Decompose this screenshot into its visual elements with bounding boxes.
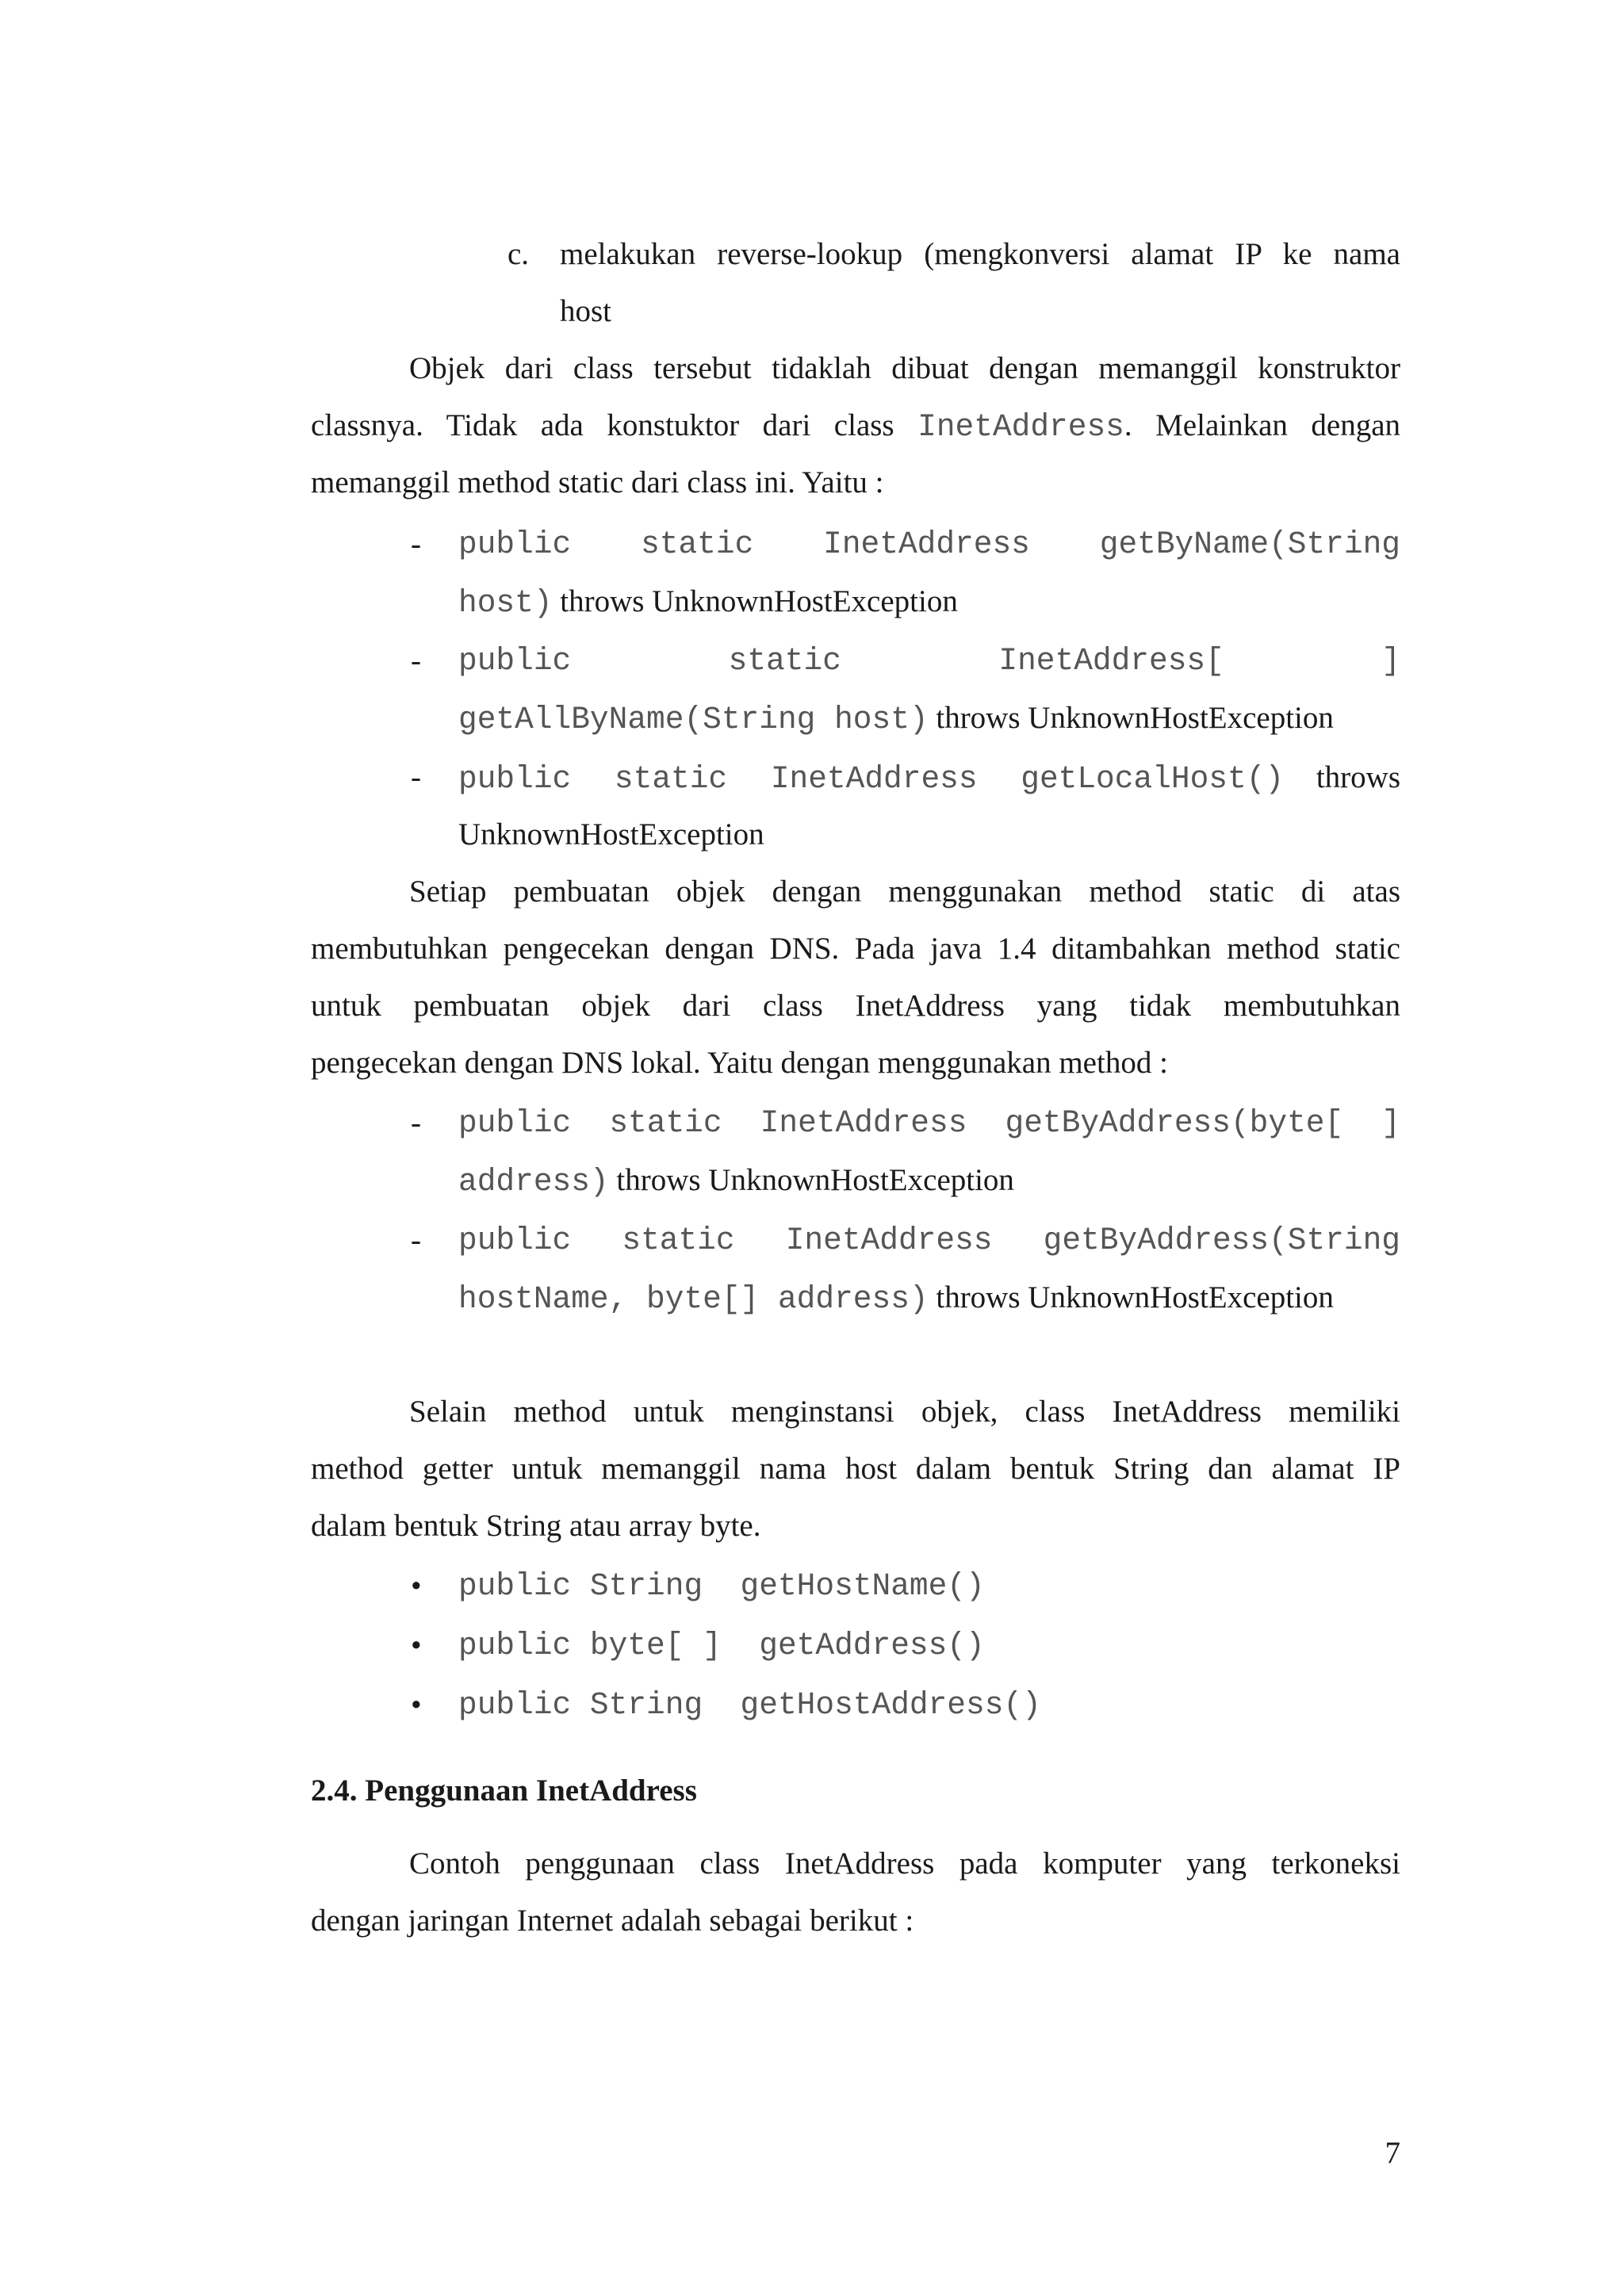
dash-marker: - bbox=[411, 1223, 421, 1257]
paragraph-1-line3: memanggil method static dari class ini. Yaitu : bbox=[311, 465, 884, 499]
method-getbyaddress-string-line1: public static InetAddress getByAddress(String bbox=[458, 1223, 1400, 1258]
paragraph-1-line1: Objek dari class tersebut tidaklah dibuat dengan memanggil konstruktor bbox=[409, 351, 1400, 385]
method-code: hostName, byte[] address) bbox=[458, 1281, 929, 1317]
paragraph-1-line2 bbox=[311, 404, 1400, 448]
paragraph-2-line2: membutuhkan pengecekan dengan DNS. Pada java 1.4 ditambahkan method static bbox=[311, 932, 1400, 966]
bullet-marker: • bbox=[411, 1628, 422, 1663]
list-item-c-line1: melakukan reverse-lookup (mengkonversi alamat IP ke nama bbox=[560, 237, 1400, 271]
method-getallbyname-line2 bbox=[458, 696, 1400, 740]
paragraph-3-line3: dalam bentuk String atau array byte. bbox=[311, 1509, 761, 1543]
method-getlocalhost-line2: UnknownHostException bbox=[458, 817, 764, 851]
getter-gethostaddress: public String getHostAddress() bbox=[458, 1687, 1041, 1723]
method-getbyaddress-string-line2 bbox=[458, 1276, 1400, 1320]
method-getbyname-line1: public static InetAddress getByName(String bbox=[458, 526, 1400, 562]
page-number: 7 bbox=[1385, 2136, 1400, 2170]
dash-marker: - bbox=[411, 644, 421, 678]
method-throws: throws bbox=[1316, 760, 1401, 794]
method-getlocalhost-line1 bbox=[458, 756, 1400, 800]
paragraph-1-text-b: . Melainkan dengan bbox=[1124, 408, 1401, 442]
getter-gethostname: public String getHostName() bbox=[458, 1568, 985, 1604]
bullet-marker: • bbox=[411, 1688, 422, 1722]
method-getbyname-line2 bbox=[458, 580, 1400, 624]
paragraph-4-line1: Contoh penggunaan class InetAddress pada komputer yang terkoneksi bbox=[409, 1846, 1400, 1881]
list-item-c-line2: host bbox=[560, 294, 612, 328]
method-throws: throws UnknownHostException bbox=[928, 1280, 1334, 1314]
inline-code-inetaddress: InetAddress bbox=[917, 409, 1124, 445]
method-code: getAllByName(String host) bbox=[458, 702, 929, 737]
paragraph-1-text-a: classnya. Tidak ada konstuktor dari class bbox=[311, 408, 894, 442]
method-throws: throws UnknownHostException bbox=[928, 701, 1334, 735]
getter-getaddress: public byte[ ] getAddress() bbox=[458, 1628, 985, 1663]
list-marker-c: c. bbox=[508, 237, 530, 271]
paragraph-2-line1: Setiap pembuatan objek dengan menggunakan method static di atas bbox=[409, 874, 1400, 909]
dash-marker: - bbox=[411, 760, 421, 794]
method-throws: throws UnknownHostException bbox=[608, 1163, 1014, 1197]
method-code: host) bbox=[458, 585, 553, 621]
method-getbyaddress-bytes-line2 bbox=[458, 1158, 1400, 1203]
paragraph-4-line2: dengan jaringan Internet adalah sebagai berikut : bbox=[311, 1904, 914, 1938]
method-throws: throws UnknownHostException bbox=[552, 584, 958, 618]
dash-marker: - bbox=[411, 1106, 421, 1140]
method-getbyaddress-bytes-line1: public static InetAddress getByAddress(byte[ ] bbox=[458, 1105, 1400, 1141]
method-code: address) bbox=[458, 1164, 609, 1200]
paragraph-2-line4: pengecekan dengan DNS lokal. Yaitu dengan menggunakan method : bbox=[311, 1046, 1168, 1080]
section-heading: 2.4. Penggunaan InetAddress bbox=[311, 1774, 697, 1808]
paragraph-2-line3: untuk pembuatan objek dari class InetAddress yang tidak membutuhkan bbox=[311, 989, 1400, 1023]
paragraph-3-line1: Selain method untuk menginstansi objek, class InetAddress memiliki bbox=[409, 1395, 1400, 1429]
method-code: public static InetAddress getLocalHost() bbox=[458, 761, 1285, 797]
dash-marker: - bbox=[411, 527, 421, 561]
bullet-marker: • bbox=[411, 1569, 422, 1603]
paragraph-3-line2: method getter untuk memanggil nama host dalam bentuk String dan alamat IP bbox=[311, 1452, 1400, 1486]
method-getallbyname-line1: public static InetAddress[ ] bbox=[458, 643, 1400, 679]
